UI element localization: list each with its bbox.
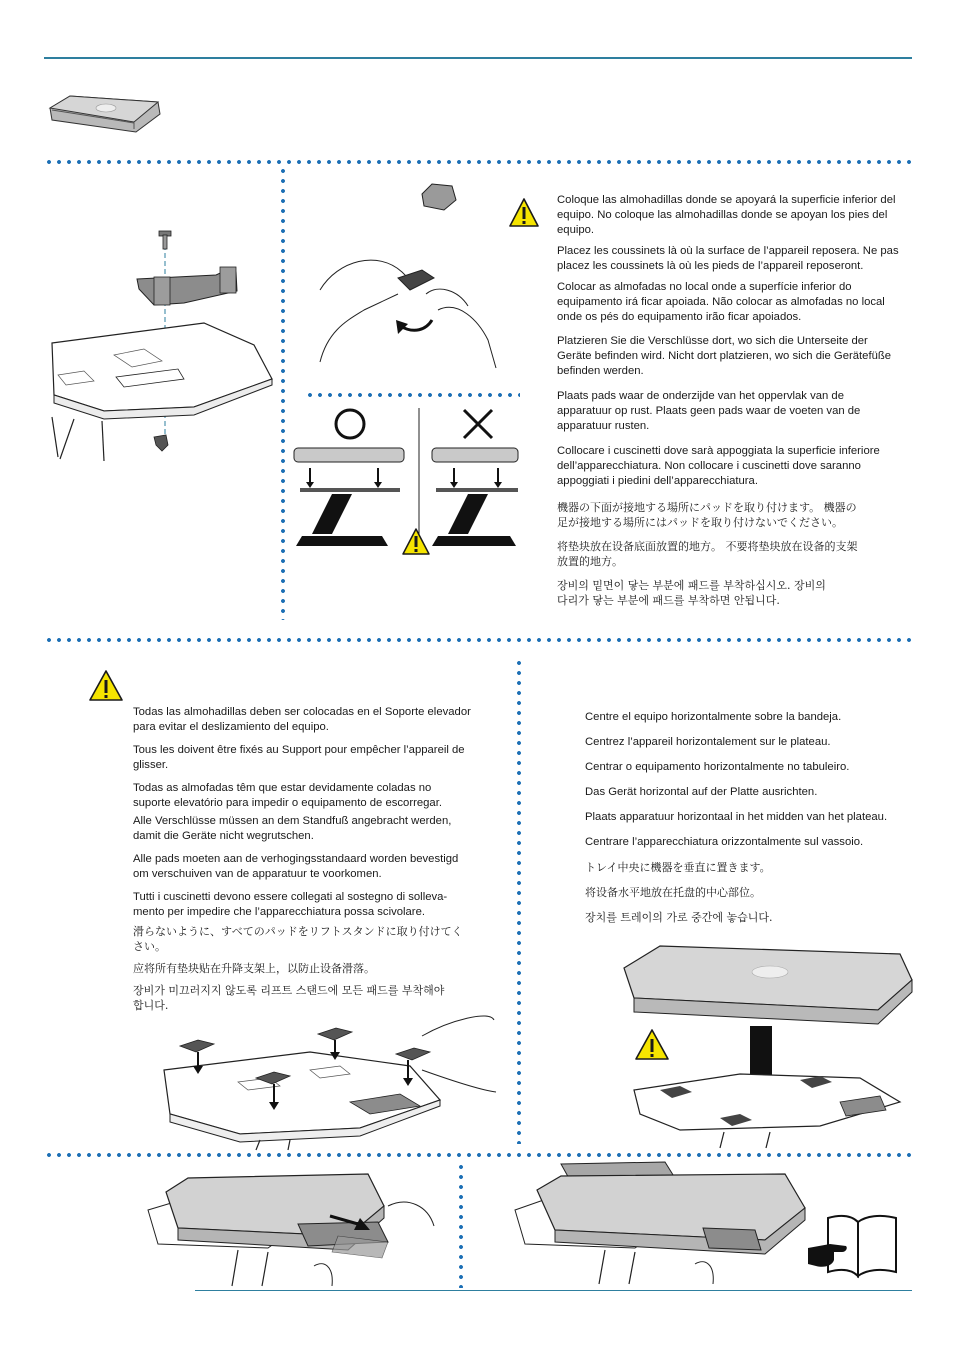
header-rule: [44, 57, 912, 59]
all-pads-ja: 滑らないように、すべてのパッドをリフトスタンドに取り付けてく さい。: [133, 925, 463, 953]
pads-warning-de: Platzieren Sie die Verschlüsse dort, wo sich die Unterseite der Geräte befinden wird. Nicht dort platzieren, wo sich die Gerätefüße befinden werden.: [557, 335, 892, 377]
pads-warning-text-block: [557, 193, 917, 608]
incorrect-x-icon: [464, 410, 492, 438]
separator-vertical-3: [459, 1162, 463, 1288]
all-pads-ko: 장비가 미끄러지지 않도록 리프트 스탠드에 모든 패드를 부착해야 합니다.: [133, 984, 445, 1012]
manual-book-icon: [808, 1214, 900, 1280]
center-equipment-text-block: [585, 710, 915, 925]
all-pads-it: Tutti i cuscinetti devono essere collegati al sostegno di solleva- mento per impedire che l’apparecchiatura possa scivolare.: [133, 891, 448, 918]
center-ko: 장치를 트레이의 가로 중간에 놓습니다.: [585, 911, 773, 924]
warning-triangle-icon: [636, 1030, 668, 1059]
warning-triangle-icon: [508, 197, 540, 229]
pads-warning-pt: Colocar as almofadas no local onde a superfície inferior do equipamento irá ficar apoiada. Não colocar as almofadas no local onde os pés do equipamento irão ficar apoiados.: [557, 281, 885, 323]
bracket-slide-illustration: [148, 1166, 448, 1290]
bracket-locked-illustration: [515, 1160, 810, 1288]
pads-warning-it: Collocare i cuscinetti dove sarà appoggiata la superficie inferiore dell’apparecchiatura. Non collocare i cuscinetti dove saranno appoggiati i piedini dell’apparecchiatura.: [557, 445, 880, 487]
all-pads-nl: Alle pads moeten aan de verhogingsstandaard worden bevestigd om verschuiven van de apparatuur te voorkomen.: [133, 853, 459, 880]
pads-warning-fr: Placez les coussinets là où la surface de l’appareil reposera. Ne pas placez les coussinets là où les pieds de l’appareil reposeront.: [557, 245, 899, 272]
all-pads-fr: Tous les doivent être fixés au Support pour empêcher l’appareil de glisser.: [133, 744, 465, 771]
pads-warning-es: Coloque las almohadillas donde se apoyará la superficie inferior del equipo. No coloque las almohadillas donde se apoyan los pies del equipo.: [557, 194, 896, 236]
warning-triangle-icon: [88, 669, 124, 703]
all-pads-de: Alle Verschlüsse müssen an dem Standfuß angebracht werden, damit die Geräte nicht wegrutschen.: [133, 815, 452, 842]
warning-triangle-icon: [403, 529, 429, 554]
hand-peel-illustration: [318, 250, 498, 372]
all-pads-es: Todas las almohadillas deben ser colocadas en el Soporte elevador para evitar el deslizamiento del equipo.: [133, 706, 471, 733]
correct-circle-icon: [336, 410, 364, 438]
pad-illustration: [44, 88, 164, 134]
separator-vertical-2: [517, 658, 521, 1144]
pads-warning-ko: 장비의 밑면이 닿는 부분에 패드를 부착하십시오. 장비의 다리가 닿는 부분에 패드를 부착하면 안됩니다.: [557, 579, 826, 607]
separator-middle: [44, 638, 914, 642]
center-ja: トレイ中央に機器を垂直に置きます。: [585, 861, 771, 874]
bracket-mount-illustration: [44, 225, 276, 465]
separator-lower: [44, 1153, 914, 1157]
all-pads-warning-text-block: [133, 705, 513, 1013]
center-device-illustration: [620, 940, 915, 1150]
center-nl: Plaats apparatuur horizontaal in het midden van het plateau.: [585, 811, 888, 823]
all-pads-pt: Todas as almofadas têm que estar devidamente coladas no suporte elevatório para impedir o equipamento de escorregar.: [133, 782, 442, 809]
separator-top: [44, 160, 914, 164]
separator-vertical-1: [281, 166, 285, 620]
center-es: Centre el equipo horizontalmente sobre la bandeja.: [585, 711, 842, 723]
pads-on-tray-illustration: [160, 1010, 500, 1150]
separator-small: [305, 393, 520, 397]
all-pads-zh: 应将所有垫块贴在升降支架上，以防止设备滑落。: [133, 962, 375, 975]
pad-icon: [418, 180, 458, 214]
pads-warning-ja: 機器の下面が接地する場所にパッドを取り付けます。 機器の 足が接地する場所にはパッドを取り付けないでください。: [557, 501, 857, 529]
center-pt: Centrar o equipamento horizontalmente no tabuleiro.: [585, 761, 850, 773]
center-fr: Centrez l’appareil horizontalement sur le plateau.: [585, 736, 831, 748]
footer-rule: [195, 1290, 912, 1291]
center-de: Das Gerät horizontal auf der Platte ausrichten.: [585, 786, 818, 798]
pads-warning-nl: Plaats pads waar de onderzijde van het oppervlak van de apparatuur op rust. Plaats geen pads waar de voeten van de apparatuur rusten.: [557, 390, 861, 432]
center-it: Centrare l’apparecchiatura orizzontalmente sul vassoio.: [585, 836, 864, 848]
center-zh: 将设备水平地放在托盘的中心部位。: [585, 886, 761, 899]
pad-placement-illustration: [292, 402, 520, 572]
pads-warning-zh: 将垫块放在设备底面放置的地方。 不要将垫块放在设备的支架 放置的地方。: [557, 540, 858, 568]
